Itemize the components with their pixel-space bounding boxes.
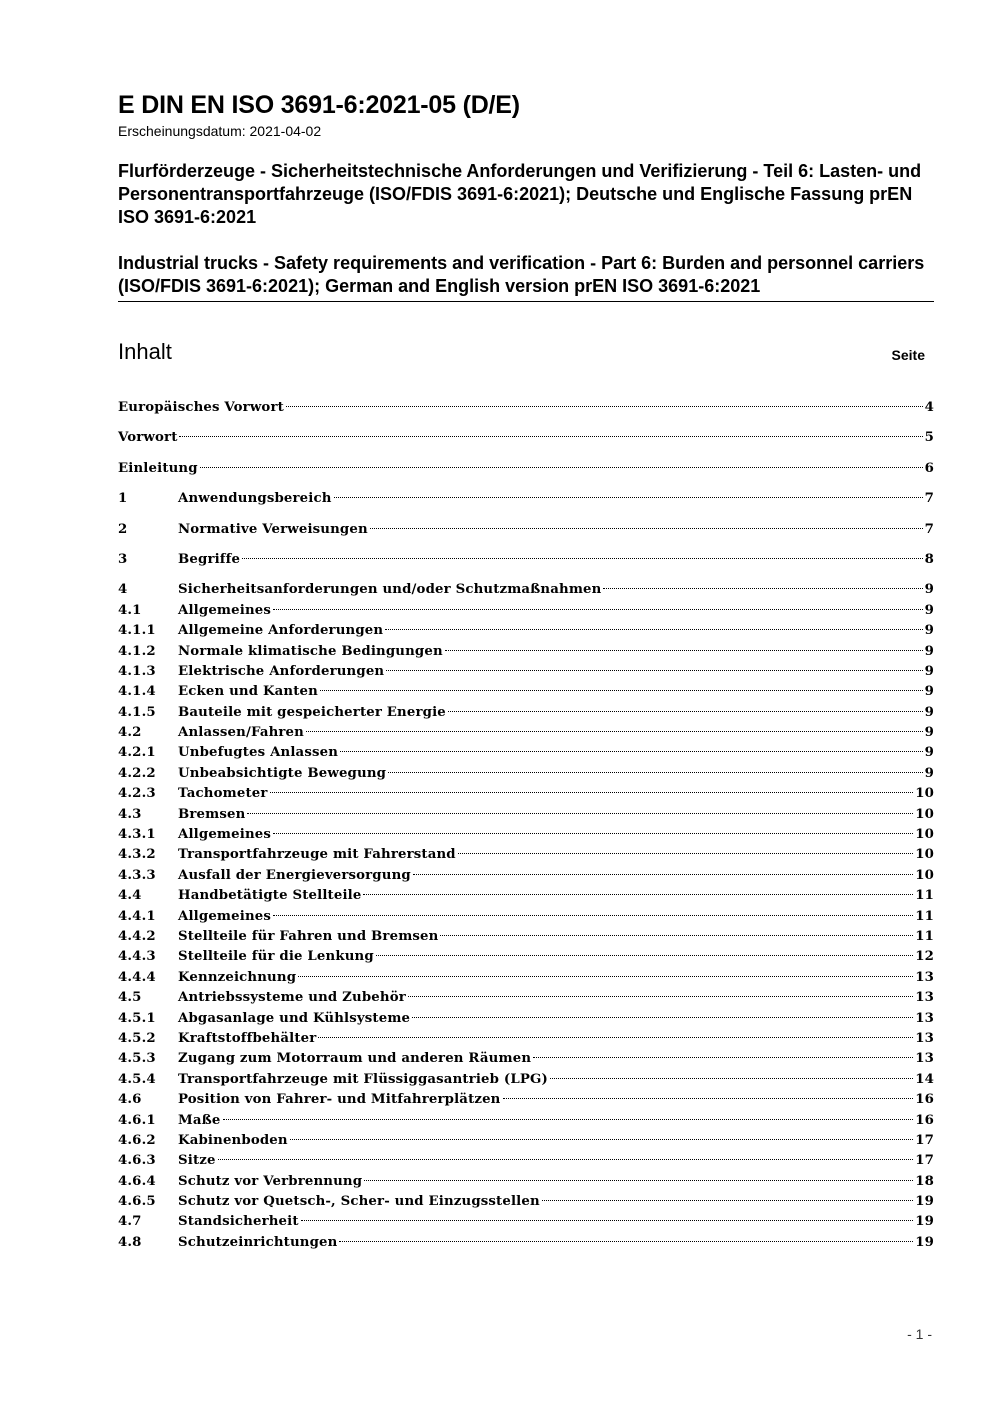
toc-dot-leader bbox=[445, 649, 923, 651]
toc-entry-number: 4.3.3 bbox=[118, 867, 156, 883]
toc-entry-page: 12 bbox=[915, 949, 934, 965]
toc-entry-label: Normative Verweisungen bbox=[178, 521, 368, 537]
toc-dot-leader bbox=[340, 750, 923, 752]
toc-entry-page: 11 bbox=[915, 928, 934, 944]
toc-entry[interactable] bbox=[118, 866, 934, 886]
toc-entry-page: 17 bbox=[915, 1132, 934, 1148]
toc-entry-page: 10 bbox=[915, 786, 934, 802]
toc-entry-number: 4.6 bbox=[118, 1092, 142, 1108]
toc-entry-number: 4.4.4 bbox=[118, 969, 156, 985]
toc-entry[interactable] bbox=[118, 825, 934, 845]
toc-entry-label: Zugang zum Motorraum und anderen Räumen bbox=[178, 1051, 532, 1067]
toc-entry-number: 4.6.3 bbox=[118, 1153, 156, 1169]
toc-dot-leader bbox=[179, 435, 922, 437]
toc-dot-leader bbox=[448, 710, 923, 712]
toc-entry[interactable] bbox=[118, 764, 934, 784]
toc-entry-page: 9 bbox=[924, 725, 934, 741]
toc-entry-number: 4.5.2 bbox=[118, 1030, 156, 1046]
toc-entry[interactable] bbox=[118, 1172, 934, 1192]
toc-entry[interactable] bbox=[118, 927, 934, 947]
toc-entry-number: 4.6.5 bbox=[118, 1194, 156, 1210]
toc-dot-leader bbox=[223, 1118, 914, 1120]
toc-entry-page: 9 bbox=[924, 745, 934, 761]
toc-entry-page: 13 bbox=[915, 1051, 934, 1067]
toc-dot-leader bbox=[363, 893, 913, 895]
toc-entry[interactable] bbox=[118, 642, 934, 662]
toc-dot-leader bbox=[364, 1179, 913, 1181]
toc-entry-number: 4.2 bbox=[118, 725, 142, 741]
toc-entry-page: 9 bbox=[924, 582, 934, 598]
toc-dot-leader bbox=[334, 496, 923, 498]
toc-entry[interactable] bbox=[118, 550, 934, 570]
toc-entry-label: Transportfahrzeuge mit Fahrerstand bbox=[178, 847, 456, 863]
toc-entry-label: Unbeabsichtigte Bewegung bbox=[178, 765, 387, 781]
toc-dot-leader bbox=[413, 873, 913, 875]
toc-dot-leader bbox=[273, 608, 923, 610]
toc-entry[interactable] bbox=[118, 988, 934, 1008]
toc-entry-label: Elektrische Anforderungen bbox=[178, 663, 385, 679]
toc-entry-label: Transportfahrzeuge mit Flüssiggasantrieb (LPG) bbox=[178, 1071, 548, 1087]
toc-dot-leader bbox=[458, 852, 913, 854]
toc-dot-leader bbox=[386, 669, 922, 671]
toc-entry-number: 4.6.4 bbox=[118, 1173, 156, 1189]
toc-entry-label: Antriebssysteme und Zubehör bbox=[178, 990, 406, 1006]
toc-entry-label: Normale klimatische Bedingungen bbox=[178, 643, 443, 659]
toc-entry-number: 4.1.4 bbox=[118, 684, 156, 700]
toc-entry-page: 9 bbox=[924, 663, 934, 679]
toc-entry-page: 10 bbox=[915, 827, 934, 843]
toc-entry-page: 14 bbox=[915, 1071, 934, 1087]
toc-entry[interactable] bbox=[118, 621, 934, 641]
toc-entry-page: 9 bbox=[924, 623, 934, 639]
toc-entry-page: 9 bbox=[924, 704, 934, 720]
toc-entry-page: 7 bbox=[924, 521, 934, 537]
page-number: - 1 - bbox=[907, 1326, 932, 1342]
toc-dot-leader bbox=[301, 1219, 914, 1221]
toc-entry[interactable] bbox=[118, 1233, 934, 1253]
toc-entry-label: Ecken und Kanten bbox=[178, 684, 318, 700]
toc-dot-leader bbox=[542, 1199, 913, 1201]
toc-entry[interactable] bbox=[118, 845, 934, 865]
toc-entry-number: 4.5.4 bbox=[118, 1071, 156, 1087]
toc-entry-page: 9 bbox=[924, 643, 934, 659]
toc-entry[interactable] bbox=[118, 398, 934, 418]
toc-entry-page: 13 bbox=[915, 1030, 934, 1046]
toc-dot-leader bbox=[440, 934, 913, 936]
toc-entry-label: Kennzeichnung bbox=[178, 969, 297, 985]
toc-entry-label: Abgasanlage und Kühlsysteme bbox=[178, 1010, 411, 1026]
toc-entry-label: Allgemeines bbox=[178, 827, 272, 843]
toc-entry-page: 11 bbox=[915, 888, 934, 904]
toc-entry[interactable] bbox=[118, 1151, 934, 1171]
toc-entry-page: 10 bbox=[915, 806, 934, 822]
toc-entry-label: Maße bbox=[178, 1112, 221, 1128]
toc-dot-leader bbox=[218, 1158, 914, 1160]
toc-entry-number: 4.2.1 bbox=[118, 745, 156, 761]
toc-entry-page: 9 bbox=[924, 602, 934, 618]
toc-entry-page: 9 bbox=[924, 765, 934, 781]
toc-entry-label: Schutzeinrichtungen bbox=[178, 1234, 338, 1250]
toc-dot-leader bbox=[385, 628, 922, 630]
toc-entry[interactable] bbox=[118, 1111, 934, 1131]
toc-entry[interactable] bbox=[118, 580, 934, 600]
toc-entry[interactable] bbox=[118, 703, 934, 723]
toc-entry-label: Bremsen bbox=[178, 806, 246, 822]
toc-entry[interactable] bbox=[118, 968, 934, 988]
toc-entry-page: 19 bbox=[915, 1234, 934, 1250]
toc-entry-label: Handbetätigte Stellteile bbox=[178, 888, 362, 904]
toc-entry-label: Bauteile mit gespeicherter Energie bbox=[178, 704, 446, 720]
toc-entry-number: 4.5.1 bbox=[118, 1010, 156, 1026]
toc-entry-number: 4.4.2 bbox=[118, 928, 156, 944]
toc-entry-number: 4.4 bbox=[118, 888, 142, 904]
toc-dot-leader bbox=[270, 791, 914, 793]
toc-dot-leader bbox=[273, 832, 913, 834]
toc-dot-leader bbox=[503, 1097, 914, 1099]
toc-entry-number: 4.4.3 bbox=[118, 949, 156, 965]
toc-entry[interactable] bbox=[118, 1049, 934, 1069]
toc-dot-leader bbox=[408, 995, 913, 997]
toc-dot-leader bbox=[247, 812, 913, 814]
toc-dot-leader bbox=[339, 1240, 913, 1242]
toc-entry-page: 16 bbox=[915, 1112, 934, 1128]
toc-entry-label: Einleitung bbox=[118, 460, 198, 476]
toc-entry-page: 4 bbox=[924, 400, 934, 415]
toc-entry[interactable] bbox=[118, 1090, 934, 1110]
toc-entry[interactable] bbox=[118, 1070, 934, 1090]
toc-entry-number: 4.1 bbox=[118, 602, 142, 618]
toc-entry-number: 4.6.2 bbox=[118, 1132, 156, 1148]
toc-entry-number: 4.4.1 bbox=[118, 908, 156, 924]
toc-entry-label: Anlassen/Fahren bbox=[178, 725, 304, 741]
toc-entry-page: 19 bbox=[915, 1214, 934, 1230]
toc-entry-page: 18 bbox=[915, 1173, 934, 1189]
header-divider bbox=[118, 301, 934, 302]
toc-entry-label: Tachometer bbox=[178, 786, 268, 802]
toc-entry-page: 13 bbox=[915, 1010, 934, 1026]
toc-entry[interactable] bbox=[118, 1029, 934, 1049]
toc-entry-label: Allgemeine Anforderungen bbox=[178, 623, 384, 639]
toc-entry-number: 4.6.1 bbox=[118, 1112, 156, 1128]
toc-entry[interactable] bbox=[118, 886, 934, 906]
toc-entry[interactable] bbox=[118, 428, 934, 448]
toc-entry[interactable] bbox=[118, 805, 934, 825]
toc-dot-leader bbox=[242, 557, 922, 559]
toc-entry-number: 4.1.5 bbox=[118, 704, 156, 720]
toc-dot-leader bbox=[320, 689, 923, 691]
toc-header bbox=[118, 339, 934, 379]
toc-entry-page: 10 bbox=[915, 847, 934, 863]
toc-entry-label: Allgemeines bbox=[178, 908, 272, 924]
toc-dot-leader bbox=[376, 954, 913, 956]
toc-entry[interactable] bbox=[118, 784, 934, 804]
toc-entry[interactable] bbox=[118, 723, 934, 743]
toc-entry-number: 4.3.2 bbox=[118, 847, 156, 863]
toc-entry[interactable] bbox=[118, 1009, 934, 1029]
toc-entry[interactable] bbox=[118, 907, 934, 927]
toc-entry[interactable] bbox=[118, 1131, 934, 1151]
toc-entry-label: Sicherheitsanforderungen und/oder Schutzmaßnahmen bbox=[178, 582, 602, 598]
toc-entry-label: Position von Fahrer- und Mitfahrerplätzen bbox=[178, 1092, 501, 1108]
toc-entry-label: Sitze bbox=[178, 1153, 216, 1169]
toc-entry-page: 16 bbox=[915, 1092, 934, 1108]
toc-entry-page: 13 bbox=[915, 969, 934, 985]
toc-dot-leader bbox=[200, 466, 923, 468]
toc-entry-number: 4.5.3 bbox=[118, 1051, 156, 1067]
toc-entry-page: 10 bbox=[915, 867, 934, 883]
toc-entry[interactable] bbox=[118, 459, 934, 479]
toc-entry-number: 4.3 bbox=[118, 806, 142, 822]
toc-entry[interactable] bbox=[118, 601, 934, 621]
toc-dot-leader bbox=[286, 405, 923, 407]
toc-entry[interactable] bbox=[118, 947, 934, 967]
toc-entry-label: Stellteile für die Lenkung bbox=[178, 949, 374, 965]
toc-entry[interactable] bbox=[118, 520, 934, 540]
toc-entry-label: Vorwort bbox=[118, 430, 178, 446]
title-english: Industrial trucks - Safety requirements and verification - Part 6: Burden and personnel carriers (ISO/FDIS 3691-6:2021); German and English version prEN ISO 3691-6:2021 bbox=[118, 253, 925, 296]
toc-entry[interactable] bbox=[118, 743, 934, 763]
toc-entry-page: 11 bbox=[915, 908, 934, 924]
toc-entry-page: 9 bbox=[924, 684, 934, 700]
toc-entry-label: Schutz vor Verbrennung bbox=[178, 1173, 363, 1189]
toc-entry-number: 4.2.3 bbox=[118, 786, 156, 802]
toc-page-column-label: Seite bbox=[891, 347, 925, 363]
toc-entry-number: 4.1.2 bbox=[118, 643, 156, 659]
toc-entry-page: 8 bbox=[924, 551, 934, 567]
toc-entry-page: 7 bbox=[924, 491, 934, 507]
toc-entry-label: Europäisches Vorwort bbox=[118, 400, 284, 415]
toc-entry-label: Standsicherheit bbox=[178, 1214, 299, 1230]
toc-entry-page: 13 bbox=[915, 990, 934, 1006]
toc-entry-label: Ausfall der Energieversorgung bbox=[178, 867, 411, 883]
toc-entry-number: 4.3.1 bbox=[118, 827, 156, 843]
toc-entry-label: Allgemeines bbox=[178, 602, 272, 618]
toc-entry-number: 4 bbox=[118, 582, 128, 598]
toc-entry-label: Kabinenboden bbox=[178, 1132, 288, 1148]
toc-dot-leader bbox=[603, 587, 922, 589]
title-german: Flurförderzeuge - Sicherheitstechnische Anforderungen und Verifizierung - Teil 6: Lasten- und Personentransportfahrzeuge (ISO/FDIS 3691-6:2021); Deutsche und Englische Fassung prEN ISO 3691-6:2021 bbox=[118, 161, 922, 227]
toc-dot-leader bbox=[550, 1077, 913, 1079]
toc-entry-number: 4.8 bbox=[118, 1234, 142, 1250]
toc-entry-page: 17 bbox=[915, 1153, 934, 1169]
toc-entry-number: 1 bbox=[118, 491, 128, 507]
document-page bbox=[118, 90, 934, 1253]
toc-dot-leader bbox=[370, 527, 923, 529]
toc-dot-leader bbox=[273, 914, 913, 916]
toc-entry-page: 5 bbox=[924, 430, 934, 446]
toc-entry-number: 4.7 bbox=[118, 1214, 142, 1230]
document-id: E DIN EN ISO 3691-6:2021-05 (D/E) bbox=[118, 91, 520, 119]
toc-entry-number: 2 bbox=[118, 521, 128, 537]
toc-entry-page: 6 bbox=[924, 460, 934, 476]
toc-entry-number: 3 bbox=[118, 551, 128, 567]
toc-entry[interactable] bbox=[118, 662, 934, 682]
toc-entry-label: Anwendungsbereich bbox=[178, 491, 332, 507]
toc-entry-label: Schutz vor Quetsch-, Scher- und Einzugsstellen bbox=[178, 1194, 540, 1210]
table-of-contents bbox=[118, 398, 934, 1253]
toc-entry-number: 4.1.3 bbox=[118, 663, 156, 679]
toc-entry[interactable] bbox=[118, 1212, 934, 1232]
toc-entry[interactable] bbox=[118, 1192, 934, 1212]
toc-dot-leader bbox=[318, 1036, 913, 1038]
toc-dot-leader bbox=[533, 1056, 913, 1058]
toc-dot-leader bbox=[412, 1016, 913, 1018]
toc-entry-page: 19 bbox=[915, 1194, 934, 1210]
toc-dot-leader bbox=[306, 730, 923, 732]
toc-dot-leader bbox=[290, 1138, 913, 1140]
toc-entry-number: 4.1.1 bbox=[118, 623, 156, 639]
toc-entry-label: Stellteile für Fahren und Bremsen bbox=[178, 928, 439, 944]
toc-title: Inhalt bbox=[118, 339, 172, 364]
toc-entry[interactable] bbox=[118, 682, 934, 702]
toc-entry[interactable] bbox=[118, 489, 934, 509]
toc-dot-leader bbox=[388, 771, 923, 773]
toc-entry-label: Kraftstoffbehälter bbox=[178, 1030, 317, 1046]
toc-entry-number: 4.5 bbox=[118, 990, 142, 1006]
toc-entry-number: 4.2.2 bbox=[118, 765, 156, 781]
toc-entry-label: Unbefugtes Anlassen bbox=[178, 745, 339, 761]
toc-dot-leader bbox=[298, 975, 913, 977]
publication-date: Erscheinungsdatum: 2021-04-02 bbox=[118, 123, 322, 139]
toc-entry-label: Begriffe bbox=[178, 551, 241, 567]
